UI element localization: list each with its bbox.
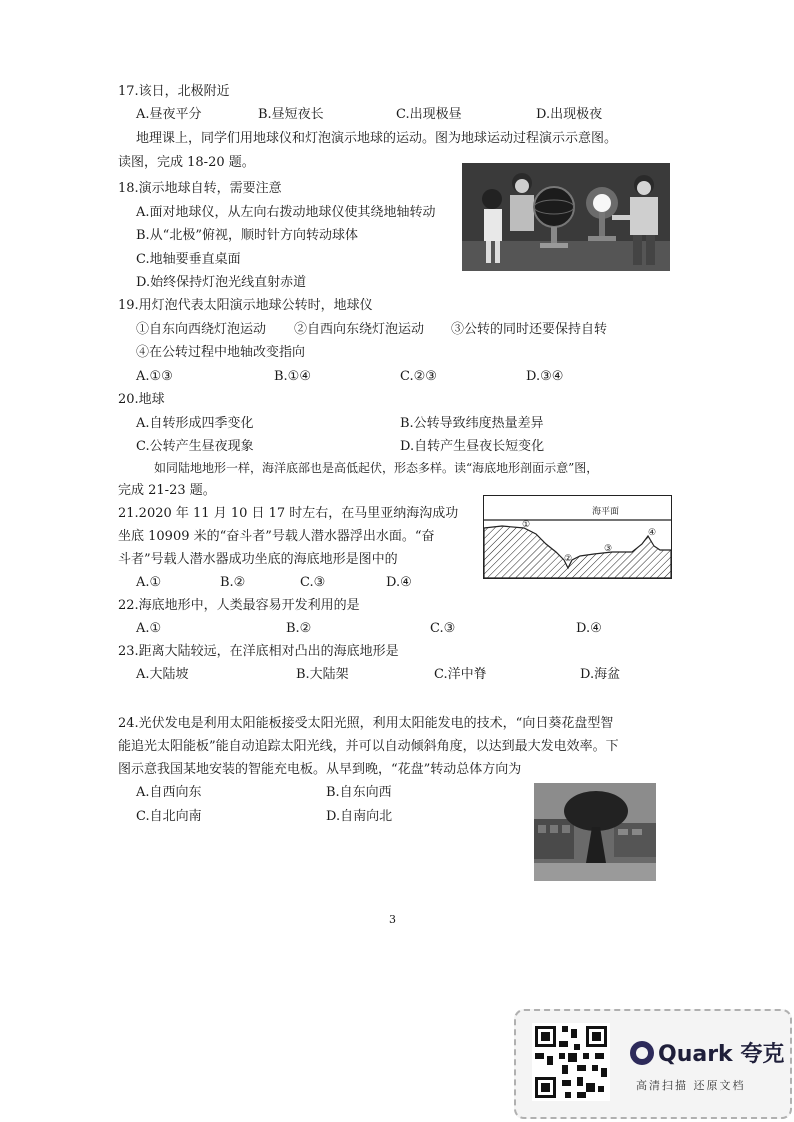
q24-line1: 24.光伏发电是利用太阳能板接受太阳光照，利用太阳能发电的技术，“向日葵花盘型智 (118, 716, 614, 731)
q22-option-c: C.③ (430, 621, 456, 636)
q19-item-1: ①自东向西绕灯泡运动 (136, 322, 267, 337)
seafloor-marker-1: ① (522, 520, 531, 530)
q22-stem: 22.海底地形中，人类最容易开发利用的是 (118, 598, 360, 613)
quark-watermark (514, 1009, 792, 1119)
q19-item-2: ②自西向东绕灯泡运动 (294, 322, 425, 337)
q19-item-4: ④在公转过程中地轴改变指向 (136, 345, 306, 360)
quark-brand (630, 1037, 784, 1068)
q18-option-b: B.从“北极”俯视，顺时针方向转动球体 (136, 228, 358, 243)
q22-option-b: B.② (286, 621, 312, 636)
q23-option-a: A.大陆坡 (136, 667, 189, 682)
intro-18-20-line1: 地理课上，同学们用地球仪和灯泡演示地球的运动。图为地球运动过程演示示意图。 (136, 131, 618, 146)
q21-line1: 21.2020 年 11 月 10 日 17 时左右，在马里亚纳海沟成功 (118, 506, 459, 521)
seafloor-marker-3: ③ (604, 544, 613, 554)
q21-option-b: B.② (220, 575, 246, 590)
intro-21-23-line2: 完成 21-23 题。 (118, 483, 216, 498)
sea-level-label: 海平面 (592, 507, 620, 517)
q22-option-d: D.④ (576, 621, 602, 636)
q19-option-a: A.①③ (136, 369, 173, 384)
q17-option-b: B.昼短夜长 (258, 107, 324, 122)
q21-option-a: A.① (136, 575, 162, 590)
q19-item-3: ③公转的同时还要保持自转 (451, 322, 608, 337)
q24-option-a: A.自西向东 (136, 785, 202, 800)
quark-tagline: 高清扫描 还原文档 (636, 1079, 746, 1092)
seafloor-profile-diagram (484, 496, 671, 578)
q21-option-c: C.③ (300, 575, 326, 590)
q23-option-b: B.大陆架 (296, 667, 349, 682)
q20-option-a: A.自转形成四季变化 (136, 416, 254, 431)
q21-line2: 坐底 10909 米的“奋斗者”号载人潜水器浮出水面。“奋 (118, 529, 435, 544)
q19-option-c: C.②③ (400, 369, 437, 384)
q24-line2: 能追光太阳能板”能自动追踪太阳光线，并可以自动倾斜角度，以达到最大发电效率。下 (118, 739, 619, 754)
q17-option-a: A.昼夜平分 (136, 107, 202, 122)
sunflower-solar-panel-photo (534, 783, 656, 881)
q24-option-c: C.自北向南 (136, 809, 202, 824)
q18-option-d: D.始终保持灯泡光线直射赤道 (136, 275, 307, 290)
q17-option-c: C.出现极昼 (396, 107, 462, 122)
globe-demonstration-illustration (462, 163, 670, 271)
q22-option-a: A.① (136, 621, 162, 636)
q19-option-b: B.①④ (274, 369, 311, 384)
intro-21-23-line1: 如同陆地地形一样，海洋底部也是高低起伏，形态多样。读“海底地形剖面示意”图， (154, 461, 599, 475)
q19-option-d: D.③④ (526, 369, 564, 384)
q23-option-c: C.洋中脊 (434, 667, 487, 682)
q18-option-a: A.面对地球仪，从左向右拨动地球仪使其绕地轴转动 (136, 205, 436, 220)
q21-line3: 斗者”号载人潜水器成功坐底的海底地形是图中的 (118, 552, 398, 567)
q19-stem: 19.用灯泡代表太阳演示地球公转时，地球仪 (118, 298, 373, 313)
qr-code-icon (532, 1023, 610, 1101)
q21-option-d: D.④ (386, 575, 412, 590)
q17-option-d: D.出现极夜 (536, 107, 603, 122)
globe-demonstration-photo (462, 163, 670, 271)
q24-option-b: B.自东向西 (326, 785, 392, 800)
q23-option-d: D.海盆 (580, 667, 621, 682)
seafloor-terrain (484, 526, 671, 578)
seafloor-marker-4: ④ (648, 528, 657, 538)
seafloor-marker-2: ② (564, 554, 573, 564)
q17-stem: 17.该日，北极附近 (118, 84, 230, 99)
q18-stem: 18.演示地球自转，需要注意 (118, 181, 282, 196)
intro-18-20-line2: 读图，完成 18-20 题。 (118, 155, 255, 170)
q24-line3: 图示意我国某地安装的智能充电板。从早到晚，“花盘”转动总体方向为 (118, 762, 522, 777)
quark-brand-text: Quark 夸克 (658, 1042, 785, 1067)
q24-option-d: D.自南向北 (326, 809, 393, 824)
seafloor-profile-figure (483, 495, 672, 579)
q20-option-d: D.自转产生昼夜长短变化 (400, 439, 545, 454)
q18-option-c: C.地轴要垂直桌面 (136, 252, 241, 267)
q20-option-c: C.公转产生昼夜现象 (136, 439, 254, 454)
q20-stem: 20.地球 (118, 392, 165, 407)
q20-option-b: B.公转导致纬度热量差异 (400, 416, 544, 431)
quark-logo-icon (630, 1041, 654, 1065)
sunflower-solar-panel-illustration (534, 783, 656, 881)
q23-stem: 23.距离大陆较远，在洋底相对凸出的海底地形是 (118, 644, 399, 659)
page-number: 3 (389, 913, 396, 926)
